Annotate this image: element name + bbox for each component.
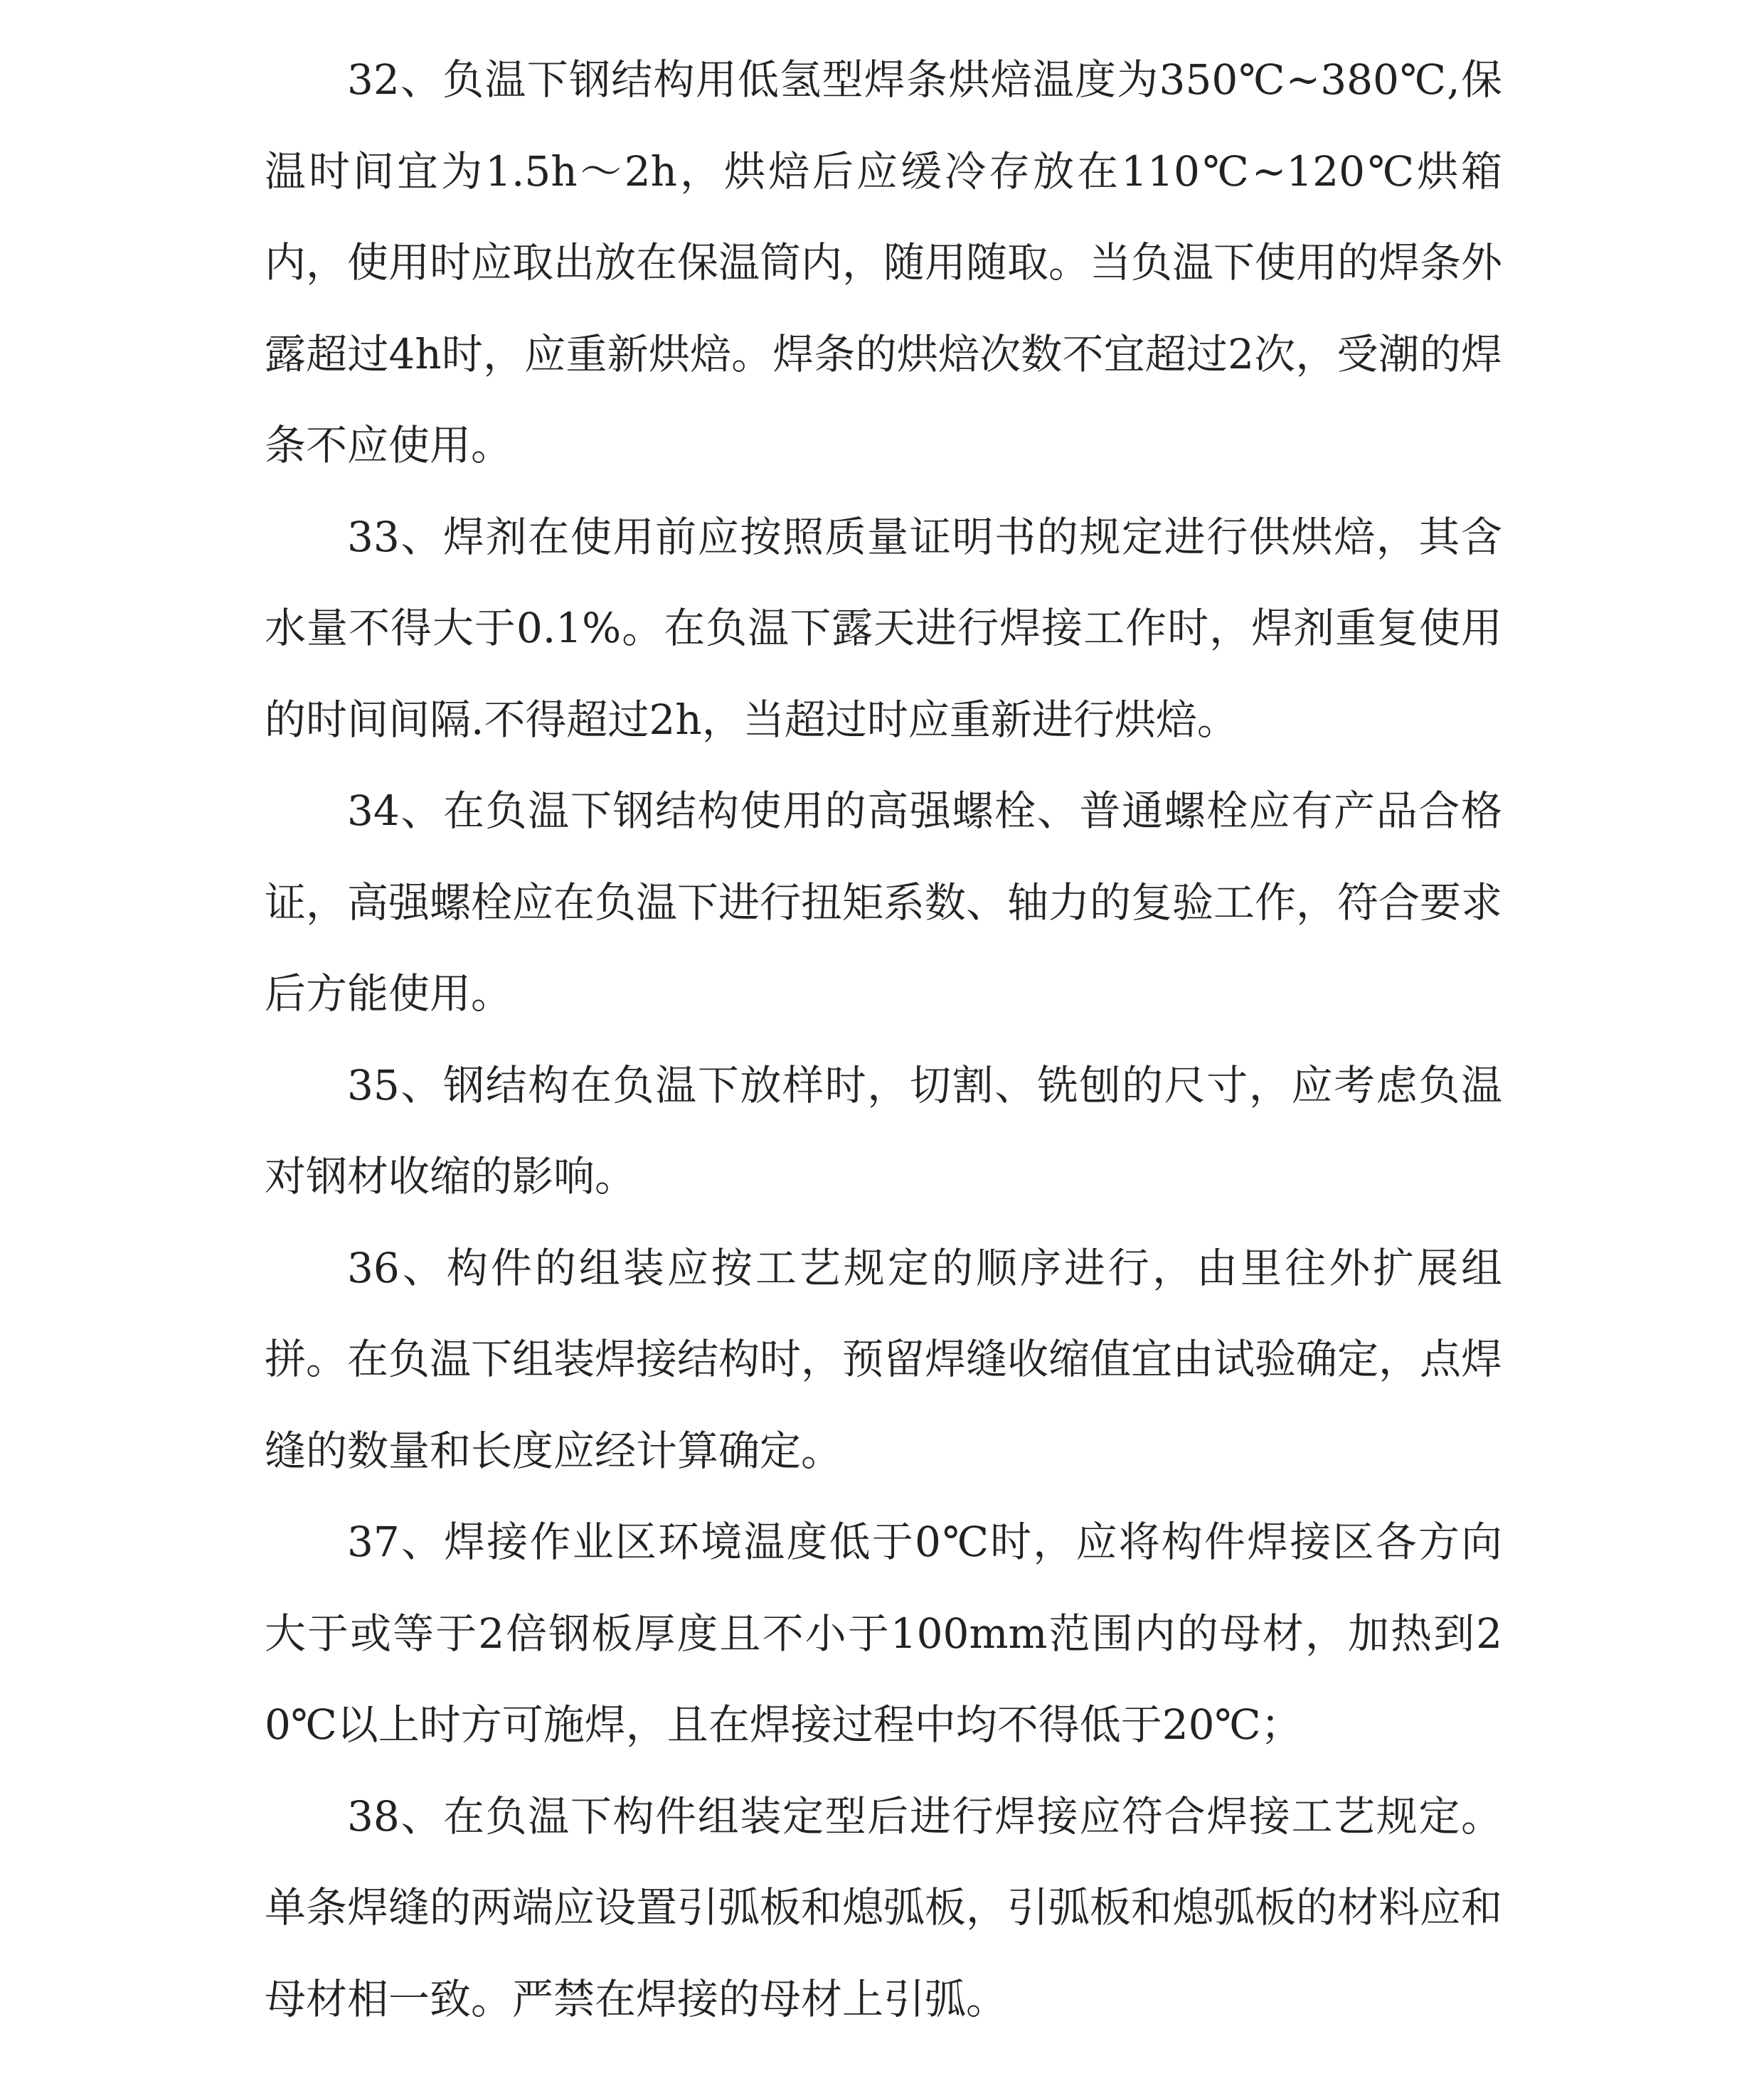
paragraph-35: 35、钢结构在负温下放样时，切割、铣刨的尺寸，应考虑负温对钢材收缩的影响。 — [265, 1060, 1502, 1200]
paragraph-36: 36、构件的组装应按工艺规定的顺序进行，由里往外扩展组拼。在负温下组装焊接结构时，预留焊缝收缩值宜由试验确定，点焊缝的数量和长度应经计算确定。 — [265, 1243, 1503, 1475]
paragraph-37: 37、焊接作业区环境温度低于0℃时，应将构件焊接区各方向大于或等于2倍钢板厚度且不小于100mm范围内的母材，加热到20℃以上时方可施焊，且在焊接过程中均不得低于20℃； — [265, 1518, 1502, 1749]
paragraph-38: 38、在负温下构件组装定型后进行焊接应符合焊接工艺规定。单条焊缝的两端应设置引弧板和熄弧板，引弧板和熄弧板的材料应和母材相一致。严禁在焊接的母材上引弧。 — [265, 1791, 1503, 2023]
document-page — [265, 34, 1502, 2045]
paragraph-34: 34、在负温下钢结构使用的高强螺栓、普通螺栓应有产品合格证，高强螺栓应在负温下进行扭矩系数、轴力的复验工作，符合要求后方能使用。 — [265, 787, 1503, 1018]
paragraph-32: 32、负温下钢结构用低氢型焊条烘焙温度为350℃~380℃,保温时间宜为1.5h～2h，烘焙后应缓冷存放在110℃~120℃烘箱内，使用时应取出放在保温筒内，随用随取。当负温下使用的焊条外露超过4h时，应重新烘焙。焊条的烘焙次数不宜超过2次，受潮的焊条不应使用。 — [265, 55, 1503, 469]
paragraph-33: 33、焊剂在使用前应按照质量证明书的规定进行供烘焙，其含水量不得大于0.1%。在负温下露天进行焊接工作时，焊剂重复使用的时间间隔.不得超过2h，当超过时应重新进行烘焙。 — [265, 512, 1502, 744]
